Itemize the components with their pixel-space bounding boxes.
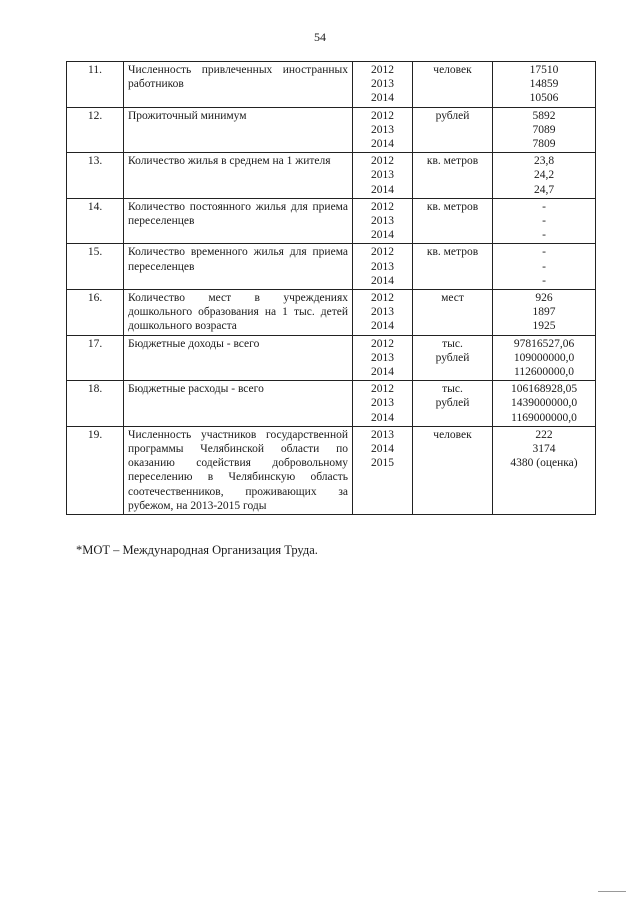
year-cell [353, 426, 413, 514]
page-number: 54 [314, 30, 326, 44]
row-number: 12. [67, 107, 124, 153]
cell-line: кв. метров [426, 246, 479, 259]
cell-line: 2013 [371, 260, 394, 273]
table-row [67, 381, 596, 427]
row-number: 17. [67, 335, 124, 381]
year-cell [353, 244, 413, 290]
cell-line: 2012 [371, 109, 394, 122]
cell-line: рублей [435, 109, 470, 122]
cell-line: - [542, 200, 546, 213]
cell-line: 2013 [371, 397, 394, 410]
cell-line: 112600000,0 [514, 366, 574, 379]
row-number: 11. [67, 62, 124, 108]
unit-cell [413, 62, 493, 108]
cell-line: 2012 [371, 383, 394, 396]
cell-line: 2013 [371, 123, 394, 136]
value-cell [493, 62, 596, 108]
indicator-name: Прожиточный минимум [124, 107, 353, 153]
row-number: 14. [67, 198, 124, 244]
cell-line: 926 [535, 292, 553, 305]
cell-line: 97816527,06 [513, 337, 575, 350]
year-cell [353, 381, 413, 427]
cell-line: кв. метров [426, 200, 479, 213]
cell-line: 1439000000,0 [510, 397, 578, 410]
indicator-name: Бюджетные расходы - всего [124, 381, 353, 427]
table-row [67, 290, 596, 336]
cell-line: 1897 [532, 306, 556, 319]
cell-line: 17510 [529, 64, 559, 76]
cell-line: человек [433, 428, 472, 441]
cell-line: 2014 [371, 138, 394, 151]
cell-line: 2014 [371, 366, 394, 379]
value-cell [493, 198, 596, 244]
cell-line: 2012 [371, 155, 394, 168]
cell-line: кв. метров [426, 155, 479, 168]
indicator-name: Количество жилья в среднем на 1 жителя [124, 153, 353, 199]
indicator-name: Количество временного жилья для приема переселенцев [124, 244, 353, 290]
row-number: 18. [67, 381, 124, 427]
cell-line: 2013 [371, 169, 394, 182]
cell-line: 2012 [371, 246, 394, 259]
cell-line: 7089 [532, 123, 556, 136]
value-cell [493, 426, 596, 514]
cell-line: 14859 [529, 78, 559, 91]
unit-cell [413, 153, 493, 199]
value-cell [493, 290, 596, 336]
cell-line: 106168928,05 [510, 383, 578, 396]
row-number: 13. [67, 153, 124, 199]
indicator-name: Количество мест в учреждениях дошкольного образования на 1 тыс. детей дошкольного возраста [124, 290, 353, 336]
unit-cell [413, 426, 493, 514]
cell-line: 2014 [371, 411, 394, 424]
cell-line: 1169000000,0 [511, 411, 577, 424]
cell-line: 2012 [371, 200, 394, 213]
cell-line: тыс. [442, 337, 463, 350]
cell-line: 2014 [371, 92, 394, 105]
cell-line: рублей [435, 397, 470, 410]
year-cell [353, 335, 413, 381]
cell-line: 2012 [371, 337, 394, 350]
cell-line: 2013 [371, 78, 394, 91]
unit-cell [413, 107, 493, 153]
row-number: 15. [67, 244, 124, 290]
table-row [67, 244, 596, 290]
footnote: *МОТ – Международная Организация Труда. [76, 543, 318, 557]
indicator-name: Численность привлеченных иностранных работников [124, 62, 353, 108]
table-body [67, 62, 596, 515]
table-row [67, 335, 596, 381]
cell-line: 24,7 [533, 183, 555, 196]
unit-cell [413, 335, 493, 381]
table-row [67, 198, 596, 244]
cell-line: 2012 [371, 292, 394, 305]
row-number: 19. [67, 426, 124, 514]
cell-line: 2013 [371, 351, 394, 364]
cell-line: 5892 [532, 109, 556, 122]
year-cell [353, 290, 413, 336]
cell-line: - [542, 246, 546, 259]
cell-line: мест [441, 292, 464, 305]
value-cell [493, 335, 596, 381]
cell-line: человек [433, 64, 472, 76]
unit-cell [413, 244, 493, 290]
cell-line: 2013 [371, 428, 394, 441]
cell-line: 23,8 [533, 155, 555, 168]
scan-mark [598, 891, 626, 892]
indicator-name: Количество постоянного жилья для приема переселенцев [124, 198, 353, 244]
cell-line: - [542, 229, 546, 242]
cell-line: 4380 (оценка) [510, 457, 578, 470]
cell-line: 2012 [371, 64, 394, 76]
unit-cell [413, 381, 493, 427]
indicators-table [66, 61, 596, 515]
table-row [67, 426, 596, 514]
year-cell [353, 62, 413, 108]
value-cell [493, 244, 596, 290]
table-row [67, 107, 596, 153]
cell-line: - [542, 260, 546, 273]
value-cell [493, 153, 596, 199]
value-cell [493, 381, 596, 427]
cell-line: 7809 [532, 138, 556, 151]
table-row [67, 62, 596, 108]
unit-cell [413, 290, 493, 336]
cell-line: 2014 [371, 274, 394, 287]
cell-line: 2014 [371, 183, 394, 196]
cell-line: 10506 [529, 92, 559, 105]
cell-line: 1925 [532, 320, 556, 333]
indicator-name: Бюджетные доходы - всего [124, 335, 353, 381]
cell-line: 222 [535, 428, 553, 441]
cell-line: 24,2 [533, 169, 555, 182]
cell-line: 2014 [371, 229, 394, 242]
cell-line: 2014 [371, 320, 394, 333]
indicator-name: Численность участников государственной программы Челябинской области по оказанию содействия добровольному переселению в Челябинскую область соотечественников, проживающих за рубежом, на 2013-2015 годы [124, 426, 353, 514]
cell-line: 109000000,0 [513, 351, 575, 364]
year-cell [353, 153, 413, 199]
row-number: 16. [67, 290, 124, 336]
cell-line: - [542, 215, 546, 228]
cell-line: рублей [435, 351, 470, 364]
unit-cell [413, 198, 493, 244]
cell-line: тыс. [442, 383, 463, 396]
year-cell [353, 198, 413, 244]
cell-line: 3174 [532, 443, 556, 456]
cell-line: 2015 [371, 457, 394, 470]
cell-line: - [542, 274, 546, 287]
table-row [67, 153, 596, 199]
year-cell [353, 107, 413, 153]
cell-line: 2013 [371, 306, 394, 319]
cell-line: 2014 [371, 443, 394, 456]
cell-line: 2013 [371, 215, 394, 228]
value-cell [493, 107, 596, 153]
